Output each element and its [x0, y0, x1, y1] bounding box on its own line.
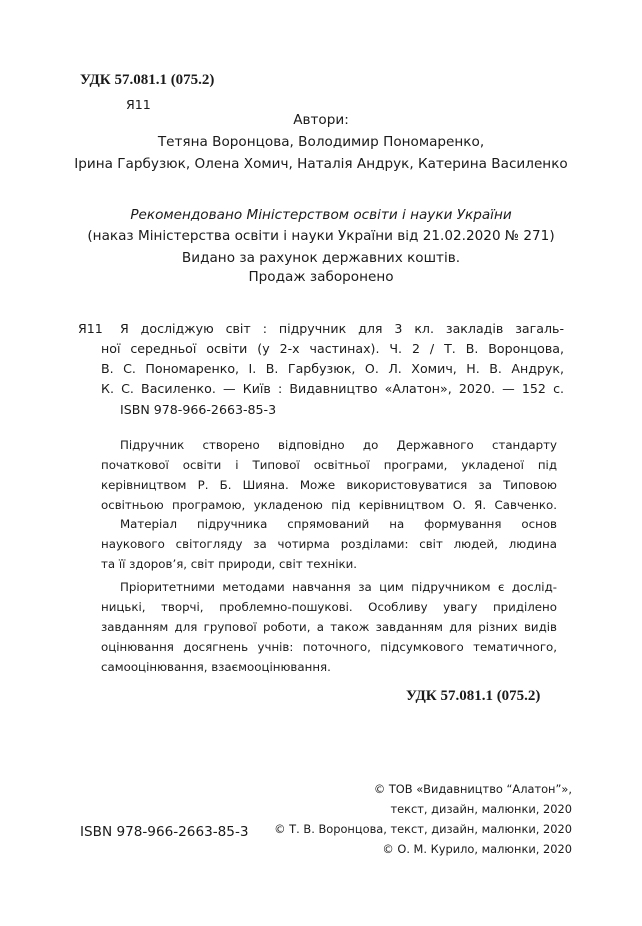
- abstract-p2-line-1: Матеріал підручника спрямований на формування основ: [120, 517, 557, 531]
- abstract-p3-line-2: ницькі, творчі, проблемно-пошукові. Особливу увагу приділено: [101, 600, 557, 614]
- abstract-p3-line-5: самооцінювання, взаємооцінювання.: [101, 660, 331, 674]
- ministry-order-line: (наказ Міністерства освіти і науки України від 21.02.2020 № 271): [87, 228, 555, 244]
- catalog-code: Я11: [78, 321, 103, 336]
- abstract-p1-line-4: освітньою програмою, укладеною під керівництвом О. Я. Савченко.: [101, 498, 557, 512]
- abstract-p3-line-3: завданням для групової роботи, а також завданням для різних видів: [101, 620, 557, 634]
- abstract-p1-line-3: керівництвом Р. Б. Шияна. Може використовуватися за Типовою: [101, 478, 557, 492]
- copyright-publisher-rights: текст, дизайн, малюнки, 2020: [390, 802, 572, 816]
- authors-line-2: Ірина Гарбузюк, Олена Хомич, Наталія Андрук, Катерина Василенко: [74, 156, 568, 172]
- copyright-author: © Т. В. Воронцова, текст, дизайн, малюнки, 2020: [274, 822, 572, 836]
- abstract-p2-line-3: та її здоров’я, світ природи, світ техніки.: [101, 557, 358, 571]
- catalog-line-4: К. С. Василенко. — Київ : Видавництво «Алатон», 2020. — 152 с.: [101, 381, 564, 396]
- catalog-line-1: Я досліджую світ : підручник для 3 кл. закладів загаль-: [120, 321, 564, 336]
- abstract-p2-line-2: наукового світогляду за чотирма розділами: світ людей, людина: [101, 537, 557, 551]
- authors-label: Автори:: [293, 112, 349, 128]
- catalog-line-3: В. С. Пономаренко, І. В. Гарбузюк, О. Л. Хомич, Н. В. Андрук,: [101, 361, 564, 376]
- copyright-publisher: © ТОВ «Видавництво “Алатон”»,: [373, 782, 572, 796]
- catalog-isbn: ISBN 978-966-2663-85-3: [120, 402, 277, 417]
- catalog-code-header: Я11: [126, 97, 151, 112]
- recommendation-line: Рекомендовано Міністерством освіти і науки України: [130, 207, 512, 223]
- isbn-bottom: ISBN 978-966-2663-85-3: [80, 824, 249, 840]
- state-funded-line: Видано за рахунок державних коштів.: [181, 250, 461, 266]
- copyright-illustrator: © О. М. Курило, малюнки, 2020: [382, 842, 572, 856]
- abstract-p1-line-2: початкової освіти і Типової освітньої програми, укладеної під: [101, 458, 557, 472]
- abstract-p3-line-4: оцінювання досягнень учнів: поточного, підсумкового тематичного,: [101, 640, 557, 654]
- udk-footer: УДК 57.081.1 (075.2): [406, 688, 541, 704]
- copyright-block: [274, 779, 572, 859]
- authors-line-1: Тетяна Воронцова, Володимир Пономаренко,: [157, 134, 485, 150]
- not-for-sale-line: Продаж заборонено: [248, 269, 394, 285]
- abstract-p3-line-1: Пріоритетними методами навчання за цим підручником є дослід-: [120, 580, 557, 594]
- catalog-line-2: ної середньої освіти (у 2-х частинах). Ч. 2 / Т. В. Воронцова,: [101, 341, 564, 356]
- abstract-p1-line-1: Підручник створено відповідно до Державного стандарту: [120, 438, 557, 452]
- udk-header: УДК 57.081.1 (075.2): [80, 72, 215, 88]
